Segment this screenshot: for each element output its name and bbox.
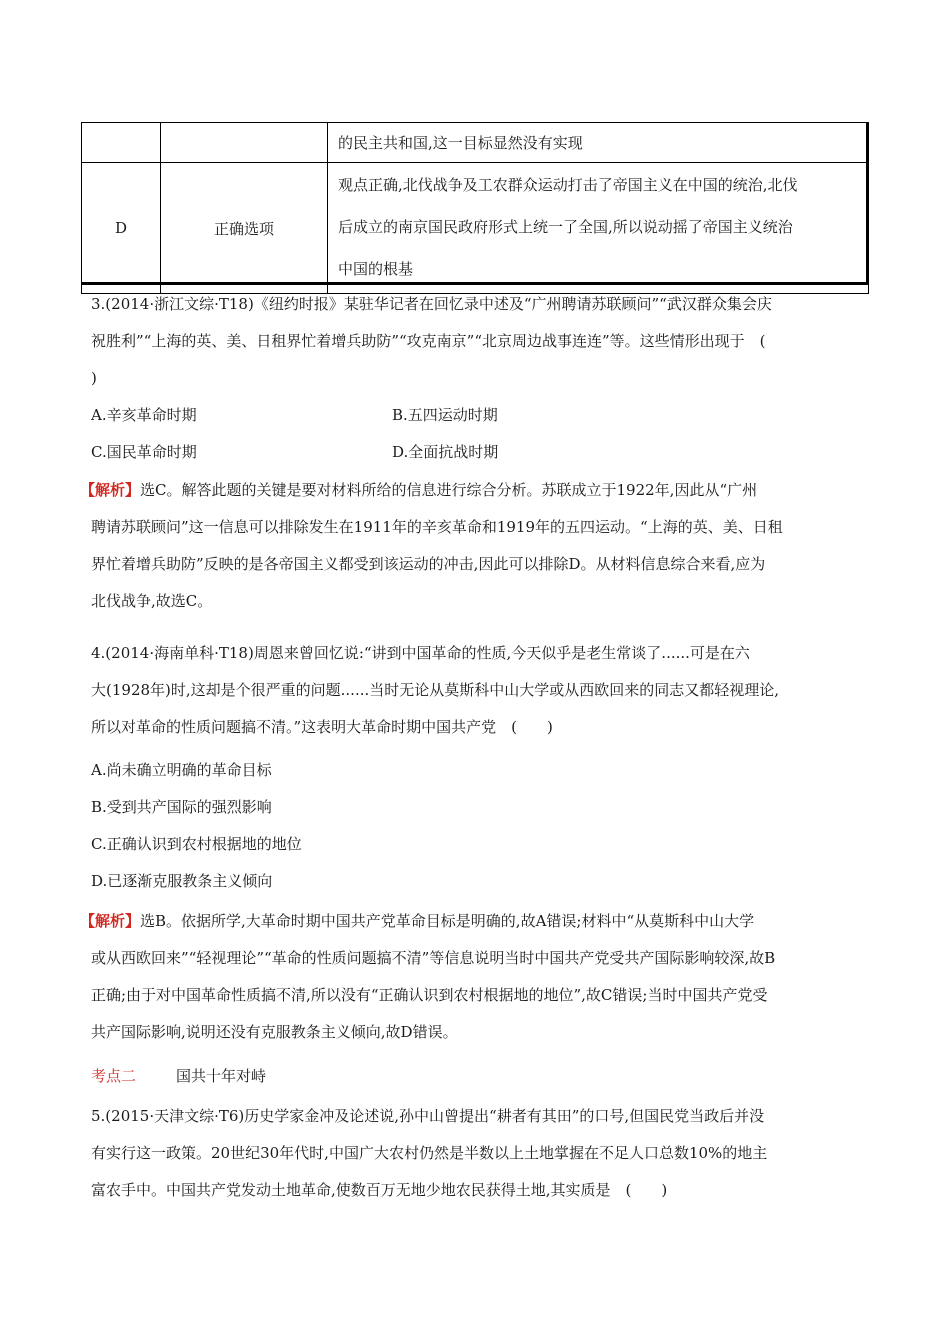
analysis-line: 或从西欧回来”“轻视理论”“革命的性质问题搞不清”等信息说明当时中国共产党受共产国际影响较深,故B <box>91 949 776 967</box>
option-a: A.尚未确立明确的革命目标 <box>91 761 272 779</box>
option-label: 正确选项 <box>161 163 328 294</box>
question-line: 祝胜利”“上海的英、美、日租界忙着增兵助防”“攻克南京”“北京周边战事连连”等。这些情形出现于 ( <box>91 332 766 350</box>
table-cell <box>161 123 328 163</box>
analysis-text: 选C。解答此题的关键是要对材料所给的信息进行综合分析。苏联成立于1922年,因此从“广州 <box>140 481 758 499</box>
question-line: 3.(2014·浙江文综·T18)《纽约时报》某驻华记者在回忆录中述及“广州聘请苏联顾问”“武汉群众集会庆 <box>91 295 772 313</box>
table-cell-explanation <box>328 163 869 294</box>
analysis-tag: 【解析】 <box>80 481 141 499</box>
options-row <box>91 434 861 471</box>
analysis-tag: 【解析】 <box>80 912 141 930</box>
option-b: B.五四运动时期 <box>392 406 498 424</box>
question-4-analysis <box>80 903 870 1051</box>
analysis-line: 界忙着增兵助防”反映的是各帝国主义都受到该运动的冲击,因此可以排除D。从材料信息综合来看,应为 <box>91 555 766 573</box>
analysis-line: 共产国际影响,说明还没有克服教条主义倾向,故D错误。 <box>91 1023 458 1041</box>
question-5 <box>91 1098 861 1209</box>
question-4 <box>91 635 861 746</box>
table-border-bottom <box>81 282 869 285</box>
table-cell-text: 的民主共和国,这一目标显然没有实现 <box>328 123 869 163</box>
question-4-options <box>91 752 861 900</box>
question-3 <box>91 286 861 397</box>
analysis-line <box>80 903 870 940</box>
explanation-line: 中国的根基 <box>338 260 414 278</box>
analysis-line: 正确;由于对中国革命性质搞不清,所以没有“正确认识到农村根据地的地位”,故C错误;当时中国共产党受 <box>91 986 768 1004</box>
question-line: 大(1928年)时,这却是个很严重的问题......当时无论从莫斯科中山大学或从西欧回来的同志又都轻视理论, <box>91 681 780 699</box>
section-tag: 考点二 <box>91 1067 137 1085</box>
section-title: 国共十年对峙 <box>176 1067 267 1085</box>
question-line: 富农手中。中国共产党发动土地革命,使数百万无地少地农民获得土地,其实质是 ( ) <box>91 1181 668 1199</box>
question-line: 所以对革命的性质问题搞不清。”这表明大革命时期中国共产党 ( ) <box>91 718 553 736</box>
option-c: C.国民革命时期 <box>91 443 197 461</box>
table-row <box>82 163 869 294</box>
option-d: D.全面抗战时期 <box>392 443 499 461</box>
option-b: B.受到共产国际的强烈影响 <box>91 798 272 816</box>
options-row <box>91 397 861 434</box>
explanation-line: 观点正确,北伐战争及工农群众运动打击了帝国主义在中国的统治,北伐 <box>338 176 798 194</box>
option-letter: D <box>82 163 161 294</box>
option-c: C.正确认识到农村根据地的地位 <box>91 835 302 853</box>
question-line: 5.(2015·天津文综·T6)历史学家金冲及论述说,孙中山曾提出“耕者有其田”的口号,但国民党当政后并没 <box>91 1107 765 1125</box>
question-line: 有实行这一政策。20世纪30年代时,中国广大农村仍然是半数以上土地掌握在不足人口总数10%的地主 <box>91 1144 768 1162</box>
analysis-line: 北伐战争,故选C。 <box>91 592 213 610</box>
table-row <box>82 123 869 163</box>
table-border-right <box>866 122 869 284</box>
option-d: D.已逐渐克服教条主义倾向 <box>91 872 273 890</box>
question-line: ) <box>91 369 97 387</box>
option-a: A.辛亥革命时期 <box>91 406 197 424</box>
analysis-line <box>80 472 870 509</box>
question-3-analysis <box>80 472 870 620</box>
analysis-text: 选B。依据所学,大革命时期中国共产党革命目标是明确的,故A错误;材料中“从莫斯科中山大学 <box>140 912 755 930</box>
analysis-line: 聘请苏联顾问”这一信息可以排除发生在1911年的辛亥革命和1919年的五四运动。“上海的英、美、日租 <box>91 518 783 536</box>
question-3-options <box>91 397 861 471</box>
section-heading <box>91 1061 267 1091</box>
explanation-line: 后成立的南京国民政府形式上统一了全国,所以说动摇了帝国主义统治 <box>338 218 793 236</box>
table-cell <box>82 123 161 163</box>
question-line: 4.(2014·海南单科·T18)周恩来曾回忆说:“讲到中国革命的性质,今天似乎是老生常谈了......可是在六 <box>91 644 750 662</box>
answer-table <box>81 122 869 294</box>
